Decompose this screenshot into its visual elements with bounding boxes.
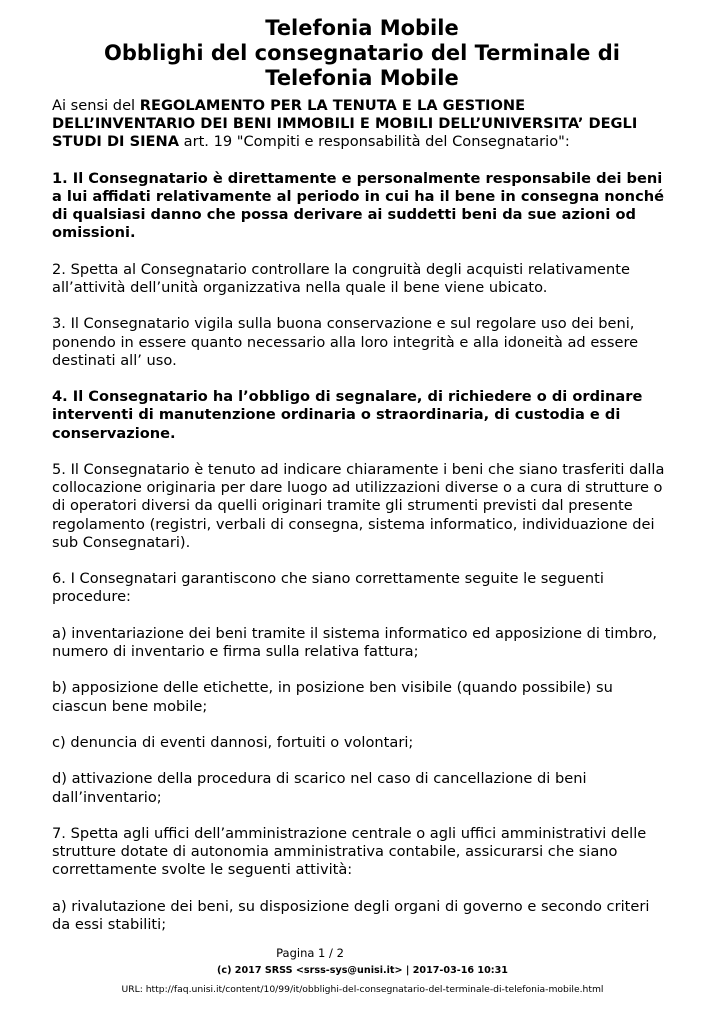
intro-prefix: Ai sensi del [52, 97, 140, 114]
paragraph-5: 5. Il Consegnatario è tenuto ad indicare chiaramente i beni che siano trasferiti dalla collocazione originaria per dare luogo ad utilizzazioni diverse o a cura di strutture o di operatori diversi da quelli originari tramite gli strumenti previsti dal presente regolamento (registri, verbali di consegna, sistema informatico, individuazione dei sub Consegnatari). [52, 460, 665, 551]
paragraph-1: 1. Il Consegnatario è direttamente e personalmente responsabile dei beni a lui affidati relativamente al periodo in cui ha il bene in consegna nonché di qualsiasi danno che possa derivare ai suddetti beni da sue azioni od omissioni. [52, 169, 665, 242]
paragraph-3: 3. Il Consegnatario vigila sulla buona conservazione e sul regolare uso dei beni, ponendo in essere quanto necessario alla loro integrità e alla idoneità ad essere destinati all’ uso. [52, 315, 639, 369]
document-body [52, 97, 672, 934]
paragraph-6c: c) denuncia di eventi dannosi, fortuiti o volontari; [52, 733, 414, 751]
intro-regulation-title: REGOLAMENTO PER LA TENUTA E LA GESTIONE DELL’INVENTARIO DEI BENI IMMOBILI E MOBILI DELL’UNIVERSITA’ DEGLI STUDI DI SIENA [52, 97, 638, 151]
footer-copyright: (c) 2017 SRSS <srss-sys@unisi.it> | 2017-03-16 10:31 [217, 965, 508, 976]
intro-paragraph [52, 97, 672, 152]
document-page [52, 16, 672, 952]
intro-suffix: art. 19 "Compiti e responsabilità del Consegnatario": [178, 133, 570, 151]
paragraph-7: 7. Spetta agli uffici dell’amministrazione centrale o agli uffici amministrativi delle strutture dotate di autonomia amministrativa contabile, assicurarsi che siano correttamente svolte le seguenti attività: [52, 824, 647, 879]
footer-url: URL: http://faq.unisi.it/content/10/99/it/obblighi-del-consegnatario-del-terminale-di-telefonia-mobile.html [121, 984, 604, 995]
document-title [52, 16, 672, 91]
paragraph-2: 2. Spetta al Consegnatario controllare la congruità degli acquisti relativamente all’attività dell’unità organizzativa nella quale il bene viene ubicato. [52, 260, 630, 296]
paragraph-7a: a) rivalutazione dei beni, su disposizione degli organi di governo e secondo criteri da essi stabiliti; [52, 897, 650, 933]
title-line-2: Obblighi del consegnatario del Terminale di Telefonia Mobile [104, 41, 620, 90]
paragraph-6d: d) attivazione della procedura di scarico nel caso di cancellazione di beni dall’inventario; [52, 770, 587, 806]
paragraph-6: 6. I Consegnatari garantiscono che siano correttamente seguite le seguenti procedure: [52, 570, 604, 606]
paragraph-6b: b) apposizione delle etichette, in posizione ben visibile (quando possibile) su ciascun bene mobile; [52, 679, 613, 715]
page-number: Pagina 1 / 2 [276, 946, 344, 960]
title-line-1: Telefonia Mobile [265, 16, 459, 40]
paragraph-6a: a) inventariazione dei beni tramite il sistema informatico ed apposizione di timbro, numero di inventario e firma sulla relativa fattura; [52, 624, 658, 660]
paragraph-4: 4. Il Consegnatario ha l’obbligo di segnalare, di richiedere o di ordinare interventi di manutenzione ordinaria o straordinaria, di custodia e di conservazione. [52, 388, 643, 442]
